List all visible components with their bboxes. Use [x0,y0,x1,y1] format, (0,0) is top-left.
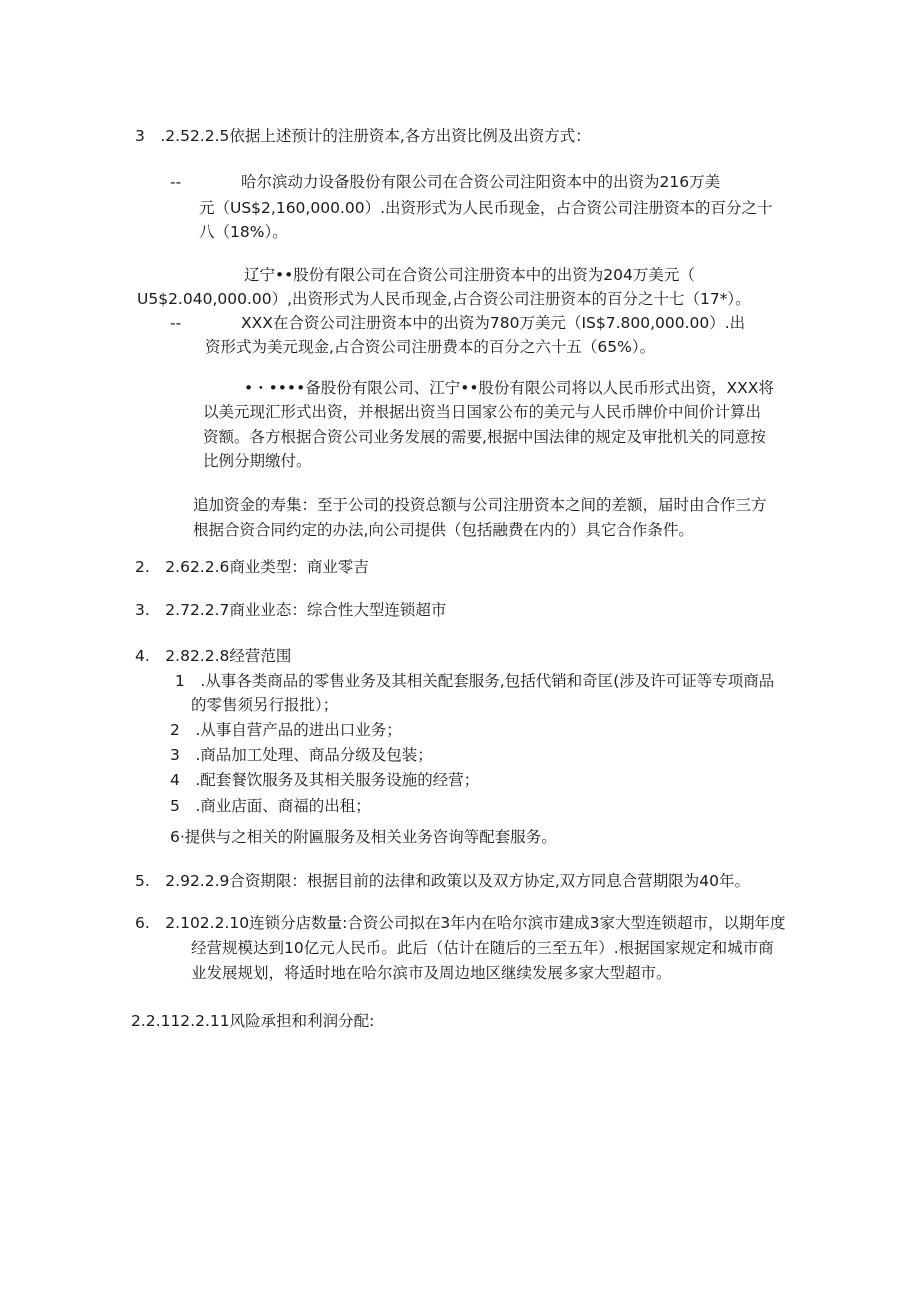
scope-item-5: 5 .商业店面、商福的出租； [170,797,371,815]
section-2-2-7: 3. 2.72.2.7商业业态：综合性大型连锁超市 [135,601,447,619]
section-2-2-8-heading: 4. 2.82.2.8经营范围 [135,647,292,665]
liaoning-contribution-line-2: U5$2.040,000.00）,出资形式为人民币现金,占合资公司注册资本的百分之十七（17*）。 [137,290,751,308]
xxx-contribution-line-1: XXX在合资公司注册资本中的出资为780万美元（IS$7.800,000.00）.出 [241,314,746,332]
list-bullet-dash: -- [170,314,182,332]
payment-method-line-4: 比例分期缴付。 [203,452,312,470]
payment-method-line-2: 以美元现汇形式出资，并根据出资当日国家公布的美元与人民币牌价中间价计算出 [203,403,762,421]
xxx-contribution-line-2: 资形式为美元现金,占合资公司注册费本的百分之六十五（65%）。 [205,338,656,356]
harbin-contribution-line-1: 哈尔滨动力设备股份有限公司在合资公司注阳资本中的出资为216万美 [241,173,721,191]
scope-item-6: 6·提供与之相关的附匾服务及相关业务咨询等配套服务。 [170,828,557,846]
scope-item-1-line-1: 1 .从事各类商品的零售业务及其相关配套服务,包括代销和奇匡(涉及许可证等专项商品 [175,672,775,690]
section-2-2-5-heading: 3 .2.52.2.5依据上述预计的注册资本,各方出资比例及出资方式： [135,127,591,145]
payment-method-line-1: •・••••备股份有限公司、江宁••股份有限公司将以人民币形式出资，XXX将 [244,379,774,397]
scope-item-4: 4 .配套餐饮服务及其相关服务设施的经营； [170,771,480,789]
section-2-2-9: 5. 2.92.2.9合资期限：根据目前的法律和政策以及双方协定,双方同息合营期限为40年。 [135,872,751,890]
list-bullet-dash: -- [170,173,182,191]
scope-item-2: 2 .从事自营产品的进出口业务； [170,721,402,739]
additional-funds-line-2: 根据合资合同约定的办法,向公司提供（包括融费在内的）具它合作条件。 [193,521,694,539]
harbin-contribution-line-3: 八（18%）。 [199,223,288,241]
harbin-contribution-line-2: 元（US$2,160,000.00）.出资形式为人民币现金，占合资公司注册资本的百分之十 [199,199,773,217]
additional-funds-line-1: 追加资金的寿集：至于公司的投资总额与公司注册资本之间的差额，届时由合作三方 [193,496,767,514]
section-2-2-11-heading: 2.2.112.2.11风险承担和利润分配: [131,1012,375,1030]
scope-item-3: 3 .商品加工处理、商品分级及包装； [170,746,433,764]
payment-method-line-3: 资额。各方根据合资公司业务发展的需要,根据中国法律的规定及审批机关的同意按 [203,428,766,446]
scope-item-1-line-2: 的零售须另行报批）； [191,696,339,714]
liaoning-contribution-line-1: 辽宁••股份有限公司在合资公司注册资本中的出资为204万美元（ [244,266,695,284]
section-2-2-10-line-3: 业发展规划，将适时地在哈尔滨市及周边地区继续发展多家大型超市。 [191,964,672,982]
section-2-2-6: 2. 2.62.2.6商业类型：商业零吉 [135,558,369,576]
section-2-2-10-line-1: 6. 2.102.2.10连锁分店数量:合资公司拟在3年内在哈尔滨市建成3家大型连锁超市，以期年度 [135,914,786,932]
section-2-2-10-line-2: 经营规模达到10亿元人民币。此后（估计在随后的三至五年）.根据国家规定和城市商 [191,939,774,957]
